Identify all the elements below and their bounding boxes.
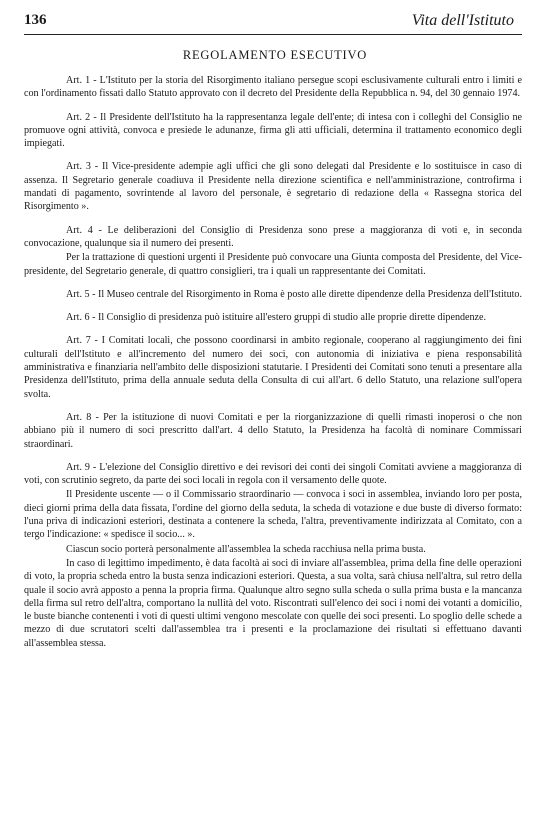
paragraph-art-4-cont: Per la trattazione di questioni urgenti il Presidente può convocare una Giunta composta del Presidente, del Vice-presidente, del Segretario generale, di quattro consiglieri, tra i quali un rappresentante dei Comitati. (24, 252, 522, 277)
paragraph-art-2: Art. 2 - Il Presidente dell'Istituto ha la rappresentanza legale dell'ente; di intesa con i colleghi del Consiglio ne promuove ogni attività, convoca e presiede le adunanze, firma gli atti ufficiali, determina il trattamento economico degli impiegati. (24, 111, 522, 150)
running-title: Vita dell'Istituto (411, 12, 514, 29)
paragraph-art-6: Art. 6 - Il Consiglio di presidenza può istituire all'estero gruppi di studio alle proprie dirette dipendenze. (66, 312, 487, 324)
paragraph-art-8: Art. 8 - Per la istituzione di nuovi Comitati e per la riorganizzazione di quelli rimasti inoperosi o che non abbiano più il numero di soci prescritto dall'art. 4 dello Statuto, la Presidenza ha facoltà di nominare Commissari straordinari. (24, 411, 522, 450)
paragraph-art-5: Art. 5 - Il Museo centrale del Risorgimento in Roma è posto alle dirette dipendenze della Presidenza dell'Istituto. (66, 288, 523, 300)
paragraph-art-4: Art. 4 - Le deliberazioni del Consiglio di Presidenza sono prese a maggioranza di voti e, in seconda convocazione, qualunque sia il numero dei presenti. (24, 224, 522, 249)
document-title: REGOLAMENTO ESECUTIVO (182, 48, 368, 62)
document-body (24, 64, 522, 650)
page-header (24, 10, 520, 32)
paragraph-art-9-convocation: Il Presidente uscente — o il Commissario straordinario — convoca i soci in assemblea, inviando loro per posta, dieci giorni prima della data fissata, l'ordine del giorno della seduta, la scheda di votazione e due buste di diverso formato: l'una priva di indicazioni esteriori, destinata a contenere la scheda, l'altra, preventivamente indirizzata al Comitato, con a tergo l'indicazione: « spedisce il socio... ». (24, 489, 522, 541)
paragraph-art-1: Art. 1 - L'Istituto per la storia del Risorgimento italiano persegue scopi esclusivamente culturali entro i limiti e con l'ordinamento fissati dallo Statuto approvato con il decreto del Presidente della Repubblica n. 94, del 30 gennaio 1974. (24, 75, 522, 100)
page-number: 136 (24, 12, 47, 28)
header-rule (24, 34, 522, 35)
paragraph-art-9-remote-vote: In caso di legittimo impedimento, è data facoltà ai soci di inviare all'assemblea, prima della fine delle operazioni di voto, la propria scheda entro la busta senza indicazioni esteriori. Questa, a sua volta, sarà chiusa nell'altra, sul retro della quale il socio avrà apposto a penna la propria firma. Qualunque altro segno sulla scheda o sulla prima busta e la mancanza della firma sul retro dell'altra, comportano la nullità del voto. Riscontrati sull'elenco dei soci i nomi dei votanti a domicilio, le buste bianche contenenti i voti di questi ultimi vengono mescolate con quelle dei soci presenti. Lo spoglio delle schede a mezzo di due scrutatori scelti dall'assemblea tra i presenti e la proclamazione dei risultati si effettuano davanti all'assemblea stessa. (24, 557, 522, 649)
paragraph-art-9-ballot: Ciascun socio porterà personalmente all'assemblea la scheda racchiusa nella prima busta. (66, 543, 426, 555)
paragraph-art-9: Art. 9 - L'elezione del Consiglio direttivo e dei revisori dei conti dei singoli Comitati avviene a maggioranza di voti, con scrutinio segreto, da parte dei soci locali in regola con il versamento delle quote. (24, 461, 522, 487)
paragraph-art-7: Art. 7 - I Comitati locali, che possono coordinarsi in ambito regionale, cooperano al raggiungimento dei fini culturali dell'Istituto e all'incremento del numero dei soci, con autonomia di iniziativa e piena responsabilità amministrativa e finanziaria nell'ambito delle disposizioni statutarie. I Presidenti dei Comitati sono tenuti a presentare alla Presidenza dell'Istituto, prima della annuale seduta della Consulta di cui all'art. 6 dello Statuto, una relazione sull'opera svolta. (24, 335, 522, 400)
paragraph-art-3: Art. 3 - Il Vice-presidente adempie agli uffici che gli sono delegati dal Presidente e lo sostituisce in caso di assenza. Il Segretario generale coadiuva il Presidente nella direzione scientifica e nell'amministrazione, controfirma i mandati di pagamento, sovrintende al lavoro del personale, è segretario di redazione della « Rassegna storica del Risorgimento ». (24, 161, 522, 213)
